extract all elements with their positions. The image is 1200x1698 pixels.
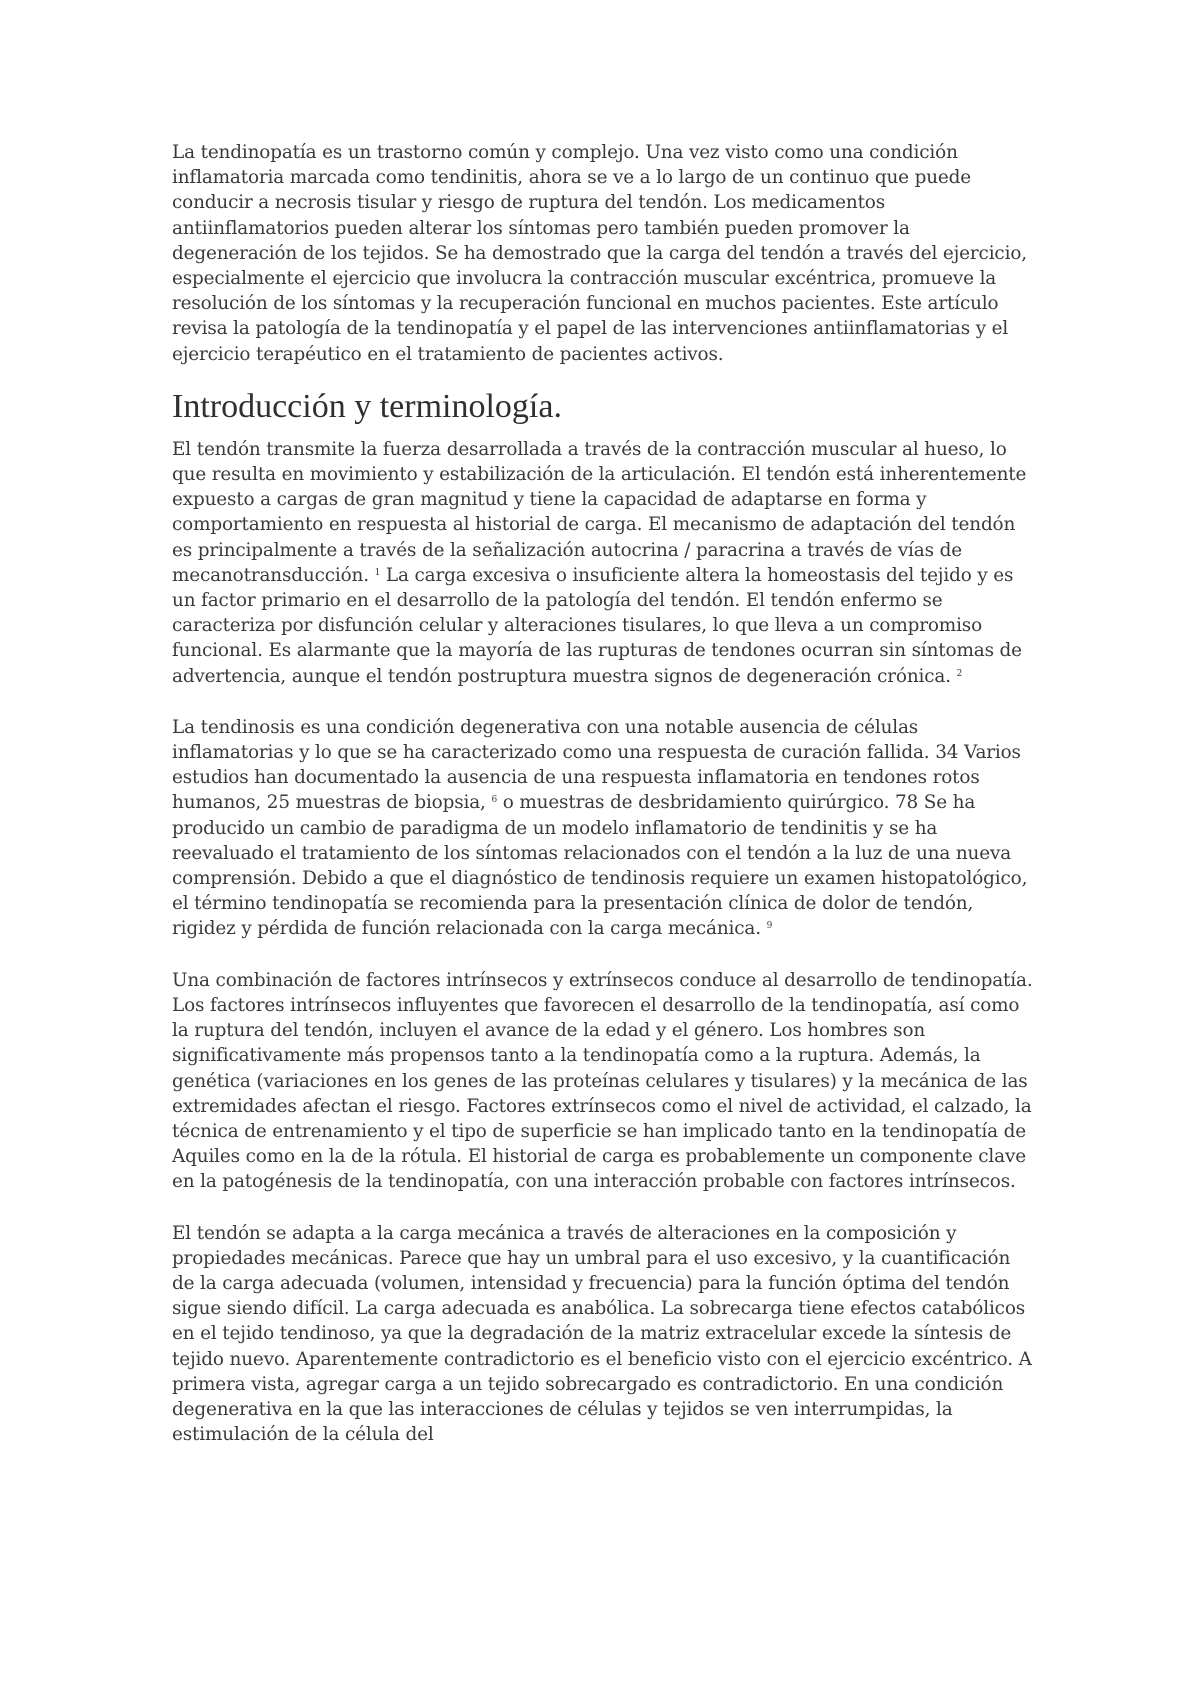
document-page [172,140,1038,1447]
abstract-paragraph: La tendinopatía es un trastorno común y complejo. Una vez visto como una condición inflamatoria marcada como tendinitis, ahora se ve a lo largo de un continuo que puede conducir a necrosis tisular y riesgo de ruptura del tendón. Los medicamentos antiinflamatorios pueden alterar los síntomas pero también pueden promover la degeneración de los tejidos. Se ha demostrado que la carga del tendón a través del ejercicio, especialmente el ejercicio que involucra la contracción muscular excéntrica, promueve la resolución de los síntomas y la recuperación funcional en muchos pacientes. Este artículo revisa la patología de la tendinopatía y el papel de las intervenciones antiinflamatorias y el ejercicio terapéutico en el tratamiento de pacientes activos. [172,142,1027,365]
paragraph-4: El tendón se adapta a la carga mecánica a través de alteraciones en la composición y propiedades mecánicas. Parece que hay un umbral para el uso excesivo, y la cuantificación de la carga adecuada (volumen, intensidad y frecuencia) para la función óptima del tendón sigue siendo difícil. La carga adecuada es anabólica. La sobrecarga tiene efectos catabólicos en el tejido tendinoso, ya que la degradación de la matriz extracelular excede la síntesis de tejido nuevo. Aparentemente contradictorio es el beneficio visto con el ejercicio excéntrico. A primera vista, agregar carga a un tejido sobrecargado es contradictorio. En una condición degenerativa en la que las interacciones de células y tejidos se ven interrumpidas, la estimulación de la célula del [172,1222,1032,1446]
paragraph-gap [172,689,1038,715]
paragraph-gap [172,1195,1038,1221]
paragraph-2 [172,715,1038,942]
paragraph-2-text-a: La tendinosis es una condición degenerativa con una notable ausencia de células inflamatorias y lo que se ha caracterizado como una respuesta de curación fallida. 34 Varios estudios han documentado la ausencia de una respuesta inflamatoria en tendones rotos humanos, 25 muestras de biopsia, [172,716,1021,814]
footnote-ref: 6 [491,795,498,806]
paragraph-1-text-b: La carga excesiva o insuficiente altera la homeostasis del tejido y es un factor primario en el desarrollo de la patología del tendón. El tendón enfermo se caracteriza por disfunción celular y alteraciones tisulares, lo que lleva a un compromiso funcional. Es alarmante que la mayoría de las rupturas de tendones ocurran sin síntomas de advertencia, aunque el tendón postruptura muestra signos de degeneración crónica. [172,564,1022,687]
footnote-ref: 1 [374,567,381,578]
footnote-ref: 9 [766,921,773,932]
paragraph-3: Una combinación de factores intrínsecos y extrínsecos conduce al desarrollo de tendinopatía. Los factores intrínsecos influyentes que favorecen el desarrollo de la tendinopatía, así como la ruptura del tendón, incluyen el avance de la edad y el género. Los hombres son significativamente más propensos tanto a la tendinopatía como a la ruptura. Además, la genética (variaciones en los genes de las proteínas celulares y tisulares) y la mecánica de las extremidades afectan el riesgo. Factores extrínsecos como el nivel de actividad, el calzado, la técnica de entrenamiento y el tipo de superficie se han implicado tanto en la tendinopatía de Aquiles como en la de la rótula. El historial de carga es probablemente un componente clave en la patogénesis de la tendinopatía, con una interacción probable con factores intrínsecos. [172,969,1033,1193]
paragraph-1-text-a: El tendón transmite la fuerza desarrollada a través de la contracción muscular al hueso, lo que resulta en movimiento y estabilización de la articulación. El tendón está inherentemente expuesto a cargas de gran magnitud y tiene la capacidad de adaptarse en forma y comportamiento en respuesta al historial de carga. El mecanismo de adaptación del tendón es principalmente a través de la señalización autocrina / paracrina a través de vías de mecanotransducción. [172,438,1027,586]
footnote-ref: 2 [956,668,963,679]
paragraph-1 [172,437,1038,689]
section-heading: Introducción y terminología. [172,387,562,425]
paragraph-2-text-b: o muestras de desbridamiento quirúrgico. 78 Se ha producido un cambio de paradigma de un modelo inflamatorio de tendinitis y se ha reevaluado el tratamiento de los síntomas relacionados con el tendón a la luz de una nueva comprensión. Debido a que el diagnóstico de tendinosis requiere un examen histopatológico, el término tendinopatía se recomienda para la presentación clínica de dolor de tendón, rigidez y pérdida de función relacionada con la carga mecánica. [172,792,1028,940]
paragraph-gap [172,942,1038,968]
